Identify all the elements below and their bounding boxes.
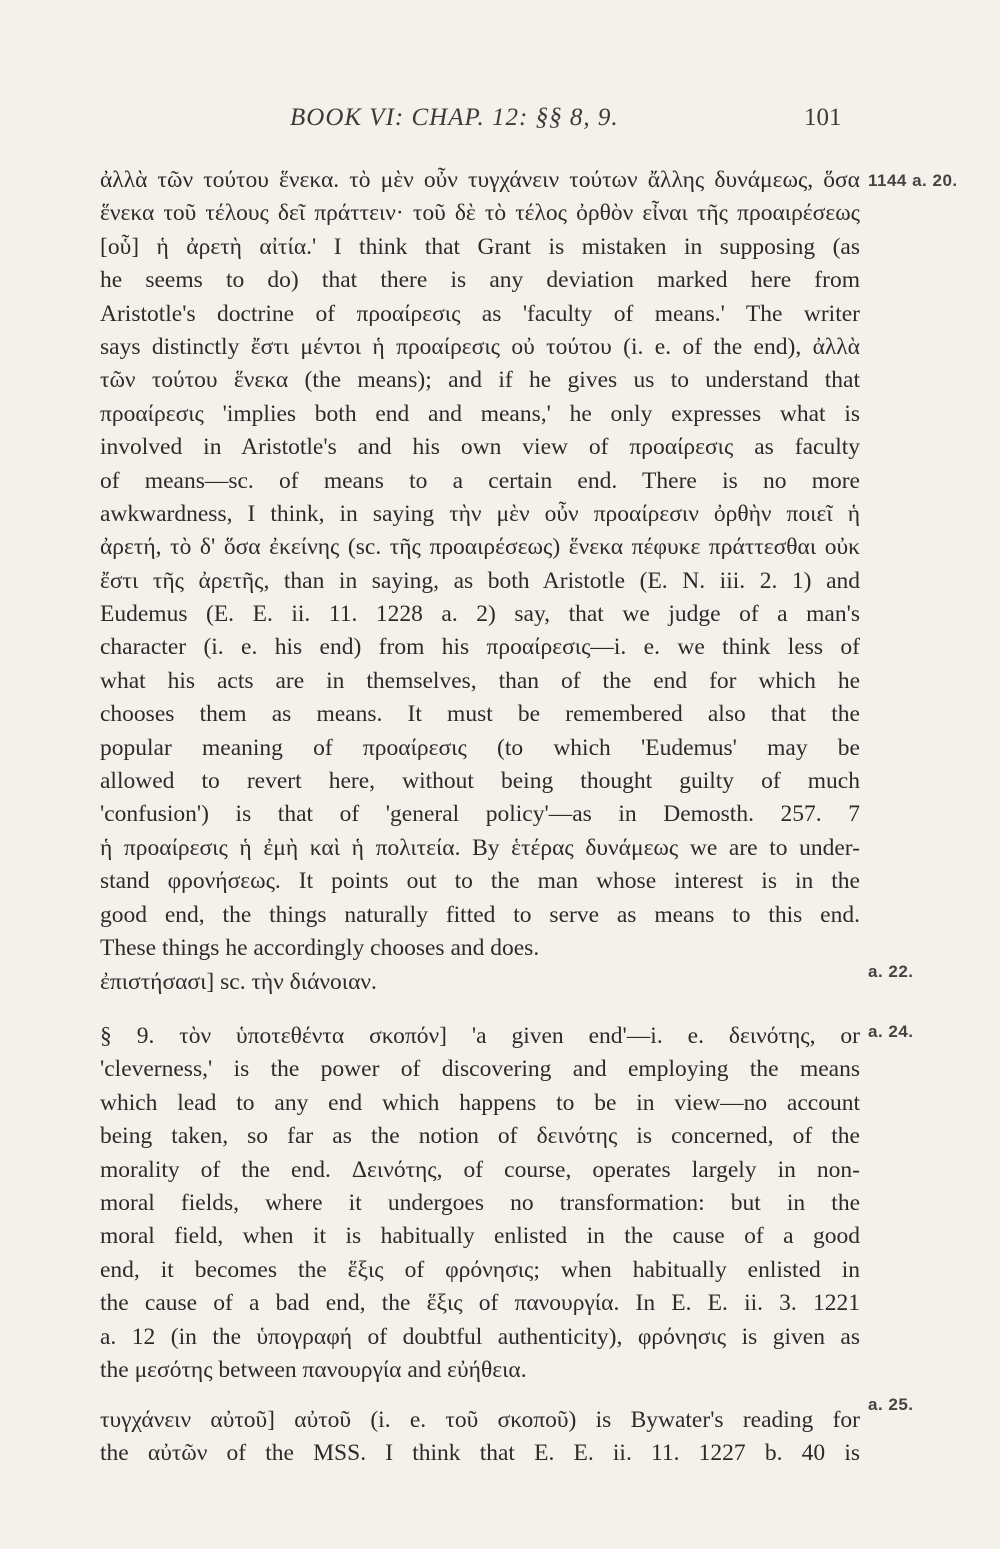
page-number: 101 (804, 104, 842, 131)
text-line: a. 12 (in the ὑπογραφή of doubtful authenticity), φρόνησις is given as (100, 1323, 860, 1350)
text-line: says distinctly ἔστι μέντοι ἡ προαίρεσις οὐ τούτου (i. e. of the end), ἀλλὰ (100, 333, 860, 360)
margin-ref-a22: a. 22. (868, 962, 914, 981)
margin-ref-a25: a. 25. (868, 1395, 914, 1414)
running-head (290, 104, 619, 132)
paragraph-section-9 (100, 1020, 860, 1387)
text-line: popular meaning of προαίρεσις (to which 'Eudemus' may be (100, 734, 860, 761)
text-line: These things he accordingly chooses and does. (100, 934, 540, 961)
text-line: τυγχάνειν αὐτοῦ] αὐτοῦ (i. e. τοῦ σκοποῦ) is Bywater's reading for (100, 1407, 860, 1433)
text-line: the μεσότης between πανουργία and εὐήθεια. (100, 1356, 527, 1383)
text-line: ἕνεκα τοῦ τέλους δεῖ πράττειν· τοῦ δὲ τὸ τέλος ὀρθὸν εἶναι τῆς προαιρέσεως (100, 200, 860, 227)
paragraph-lemma-epistesasi (100, 966, 860, 999)
text-line: ἐπιστήσασι] sc. τὴν διάνοιαν. (100, 969, 377, 995)
text-line: what his acts are in themselves, than of the end for which he (100, 667, 860, 694)
text-line: being taken, so far as the notion of δεινότης is concerned, of the (100, 1123, 860, 1150)
text-line: τῶν τούτου ἕνεκα (the means); and if he gives us to understand that (100, 367, 860, 394)
text-line: end, it becomes the ἕξις of φρόνησις; when habitually enlisted in (100, 1256, 860, 1283)
text-line: he seems to do) that there is any deviation marked here from (100, 267, 860, 294)
text-line: the αὐτῶν of the MSS. I think that E. E. ii. 11. 1227 b. 40 is (100, 1440, 860, 1467)
text-line: moral fields, where it undergoes no transformation: but in the (100, 1189, 860, 1216)
text-line: character (i. e. his end) from his προαίρεσις—i. e. we think less of (100, 634, 860, 661)
running-title: BOOK VI: CHAP. 12: §§ 8, 9. (290, 104, 619, 131)
text-line: morality of the end. Δεινότης, of course, operates largely in non- (100, 1156, 860, 1183)
text-line: 'confusion') is that of 'general policy'—as in Demosth. 257. 7 (100, 801, 860, 828)
text-line: moral field, when it is habitually enlisted in the cause of a good (100, 1223, 860, 1250)
text-line: ἡ προαίρεσις ἡ ἐμὴ καὶ ἡ πολιτεία. By ἑτέρας δυνάμεως we are to under- (100, 834, 860, 861)
text-line: ἀλλὰ τῶν τούτου ἕνεκα. τὸ μὲν οὖν τυγχάνειν τούτων ἄλλης δυνάμεως, ὅσα (100, 167, 860, 193)
text-line: ἀρετή, τὸ δ' ὅσα ἐκείνης (sc. τῆς προαιρέσεως) ἕνεκα πέφυκε πράττεσθαι οὐκ (100, 534, 860, 561)
margin-ref-1144a20: 1144 a. 20. (868, 171, 958, 190)
text-line: allowed to revert here, without being thought guilty of much (100, 768, 860, 795)
text-line: ἔστι τῆς ἀρετῆς, than in saying, as both Aristotle (E. N. iii. 2. 1) and (100, 567, 860, 594)
paragraph-lemma-tynchanein (100, 1404, 860, 1471)
text-line: of means—sc. of means to a certain end. There is no more (100, 467, 860, 494)
text-line: § 9. τὸν ὑποτεθέντα σκοπόν] 'a given end'—i. e. δεινότης, or (100, 1023, 860, 1049)
text-line: the cause of a bad end, the ἕξις of πανουργία. In E. E. ii. 3. 1221 (100, 1290, 860, 1317)
text-line: good end, the things naturally fitted to serve as means to this end. (100, 901, 860, 928)
text-line: [οὗ] ἡ ἀρετὴ αἰτία.' I think that Grant is mistaken in supposing (as (100, 233, 860, 260)
text-line: which lead to any end which happens to be in view—no account (100, 1089, 860, 1116)
text-line: Aristotle's doctrine of προαίρεσις as 'faculty of means.' The writer (100, 300, 860, 327)
text-line: awkwardness, I think, in saying τὴν μὲν οὖν προαίρεσιν ὀρθὴν ποιεῖ ἡ (100, 500, 860, 527)
text-line: chooses them as means. It must be remembered also that the (100, 701, 860, 728)
margin-ref-a24: a. 24. (868, 1022, 914, 1041)
text-line: προαίρεσις 'implies both end and means,' he only expresses what is (100, 400, 860, 427)
paragraph-commentary-1 (100, 164, 860, 965)
text-line: 'cleverness,' is the power of discovering and employing the means (100, 1056, 860, 1083)
text-line: stand φρονήσεως. It points out to the man whose interest is in the (100, 868, 860, 895)
text-line: Eudemus (E. E. ii. 11. 1228 a. 2) say, that we judge of a man's (100, 601, 860, 628)
text-line: involved in Aristotle's and his own view of προαίρεσις as faculty (100, 434, 860, 461)
